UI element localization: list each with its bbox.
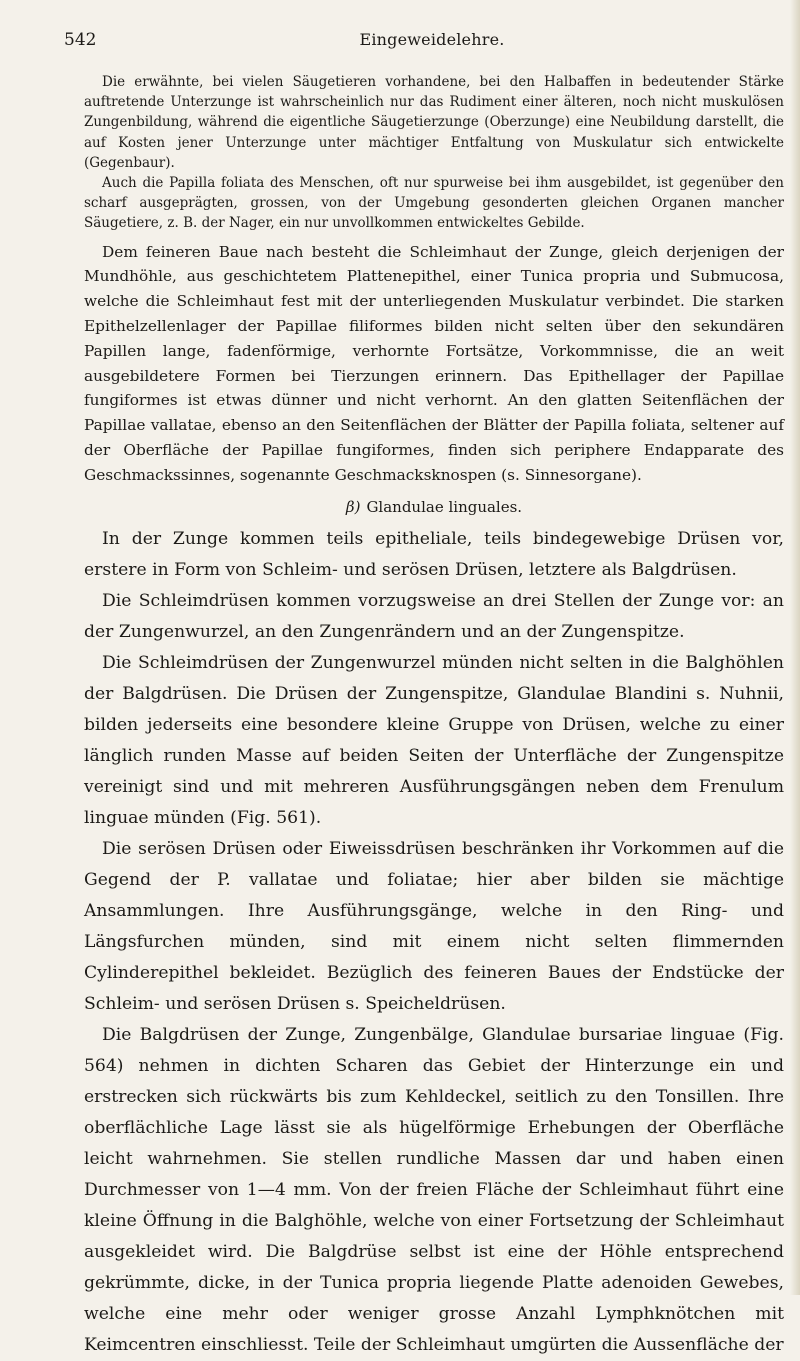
paragraph-drusen-intro: In der Zunge kommen teils epitheliale, teils bindegewebige Drüsen vor, erstere in Form von Schleim- und serösen Drüsen, letztere als Balgdrüsen. — [84, 528, 784, 580]
large-print-section — [84, 524, 784, 1361]
small-print-section — [84, 72, 784, 234]
paragraph-serose-drusen: Die serösen Drüsen oder Eiweissdrüsen beschränken ihr Vorkommen auf die Gegend der P. vallatae und foliatae; hier aber bilden sie mächtige Ansammlungen. Ihre Ausführungsgänge, welche in den Ring- und Längsfurchen münden, sind mit einem nicht selten flimmernden Cylinderepithel bekleidet. Bezüglich des feineren Baues der Endstücke der Schleim- und serösen Drüsen s. Speicheldrüsen. — [84, 838, 784, 1014]
section-title: Glandulae linguales. — [366, 497, 523, 516]
medium-print-section — [84, 240, 784, 488]
paragraph-balgdrusen: Die Balgdrüsen der Zunge, Zungenbälge, Glandulae bursariae linguae (Fig. 564) nehmen in dichten Scharen das Gebiet der Hinterzunge ein und erstrecken sich rückwärts bis zum Kehldeckel, seitlich zu den Tonsillen. Ihre oberflächliche Lage lässt sie als hügelförmige Erhebungen der Oberfläche leicht wahrnehmen. Sie stellen rundliche Massen dar und haben einen Durchmesser von 1—4 mm. Von der freien Fläche der Schleimhaut führt eine kleine Öffnung in die Balghöhle, welche von einer Fortsetzung der Schleimhaut ausgekleidet wird. Die Balgdrüse selbst ist eine der Höhle entsprechend gekrümmte, dicke, in der Tunica propria liegende Platte adenoiden Gewebes, welche eine mehr oder weniger grosse Anzahl Lymphknötchen mit Keimcentren einschliesst. Teile der Schleimhaut umgürten die Aussenfläche der — [84, 1024, 784, 1355]
body-text — [84, 72, 784, 1361]
section-heading — [84, 498, 784, 516]
paragraph-feinerer-bau: Dem feineren Baue nach besteht die Schleimhaut der Zunge, gleich derjenigen der Mundhöhle, aus geschichtetem Plattenepithel, einer Tunica propria und Submucosa, welche die Schleimhaut fest mit der unterliegenden Muskulatur verbindet. Die starken Epithelzellenlager der Papillae filiformes bilden nicht selten über den sekundären Papillen lange, fadenförmige, verhornte Fortsätze, Vorkommnisse, die an weit ausgebildetere Formen bei Tierzungen erinnern. Das Epithellager der Papillae fungiformes ist etwas dünner und nicht verhornt. An den glatten Seitenflächen der Papillae vallatae, ebenso an den Seitenflächen der Blätter der Papilla foliata, seltener auf der Oberfläche der Papillae fungiformes, finden sich periphere Endapparate des Geschmackssinnes, sogenannte Geschmacksknospen (s. Sinnesorgane). — [84, 242, 784, 484]
page-number: 542 — [64, 30, 97, 50]
paragraph-papilla-foliata: Auch die Papilla foliata des Menschen, oft nur spurweise bei ihm ausgebildet, ist gegenüber den scharf ausgeprägten, grossen, von der Umgebung gesonderten gleichen Organen mancher Säugetiere, z. B. der Nager, ein nur unvollkommen entwickeltes Gebilde. — [84, 175, 784, 232]
page-edge-shadow — [790, 0, 800, 1295]
section-marker: β) — [345, 497, 361, 516]
paragraph-unterzunge: Die erwähnte, bei vielen Säugetieren vorhandene, bei den Halbaffen in bedeutender Stärke auftretende Unterzunge ist wahrscheinlich nur das Rudiment einer älteren, noch nicht muskulösen Zungenbildung, während die eigentliche Säugetierzunge (Oberzunge) eine Neubildung darstellt, die auf Kosten jener Unterzunge unter mächtiger Entfaltung von Muskulatur sich entwickelte (Gegenbaur). — [84, 74, 784, 171]
running-title: Eingeweidelehre. — [359, 30, 505, 49]
paragraph-zungenwurzel: Die Schleimdrüsen der Zungenwurzel münden nicht selten in die Balghöhlen der Balgdrüsen. Die Drüsen der Zungenspitze, Glandulae Blandini s. Nuhnii, bilden jederseits eine besondere kleine Gruppe von Drüsen, welche zu einer länglich runden Masse auf beiden Seiten der Unterfläche der Zungenspitze vereinigt sind und mit mehreren Ausführungsgängen neben dem Frenulum linguae münden (Fig. 561). — [84, 652, 784, 828]
paragraph-schleimdrusen-stellen: Die Schleimdrüsen kommen vorzugsweise an drei Stellen der Zunge vor: an der Zungenwurzel, an den Zungenrändern und an der Zungenspitze. — [84, 590, 784, 642]
page-header — [64, 30, 780, 54]
